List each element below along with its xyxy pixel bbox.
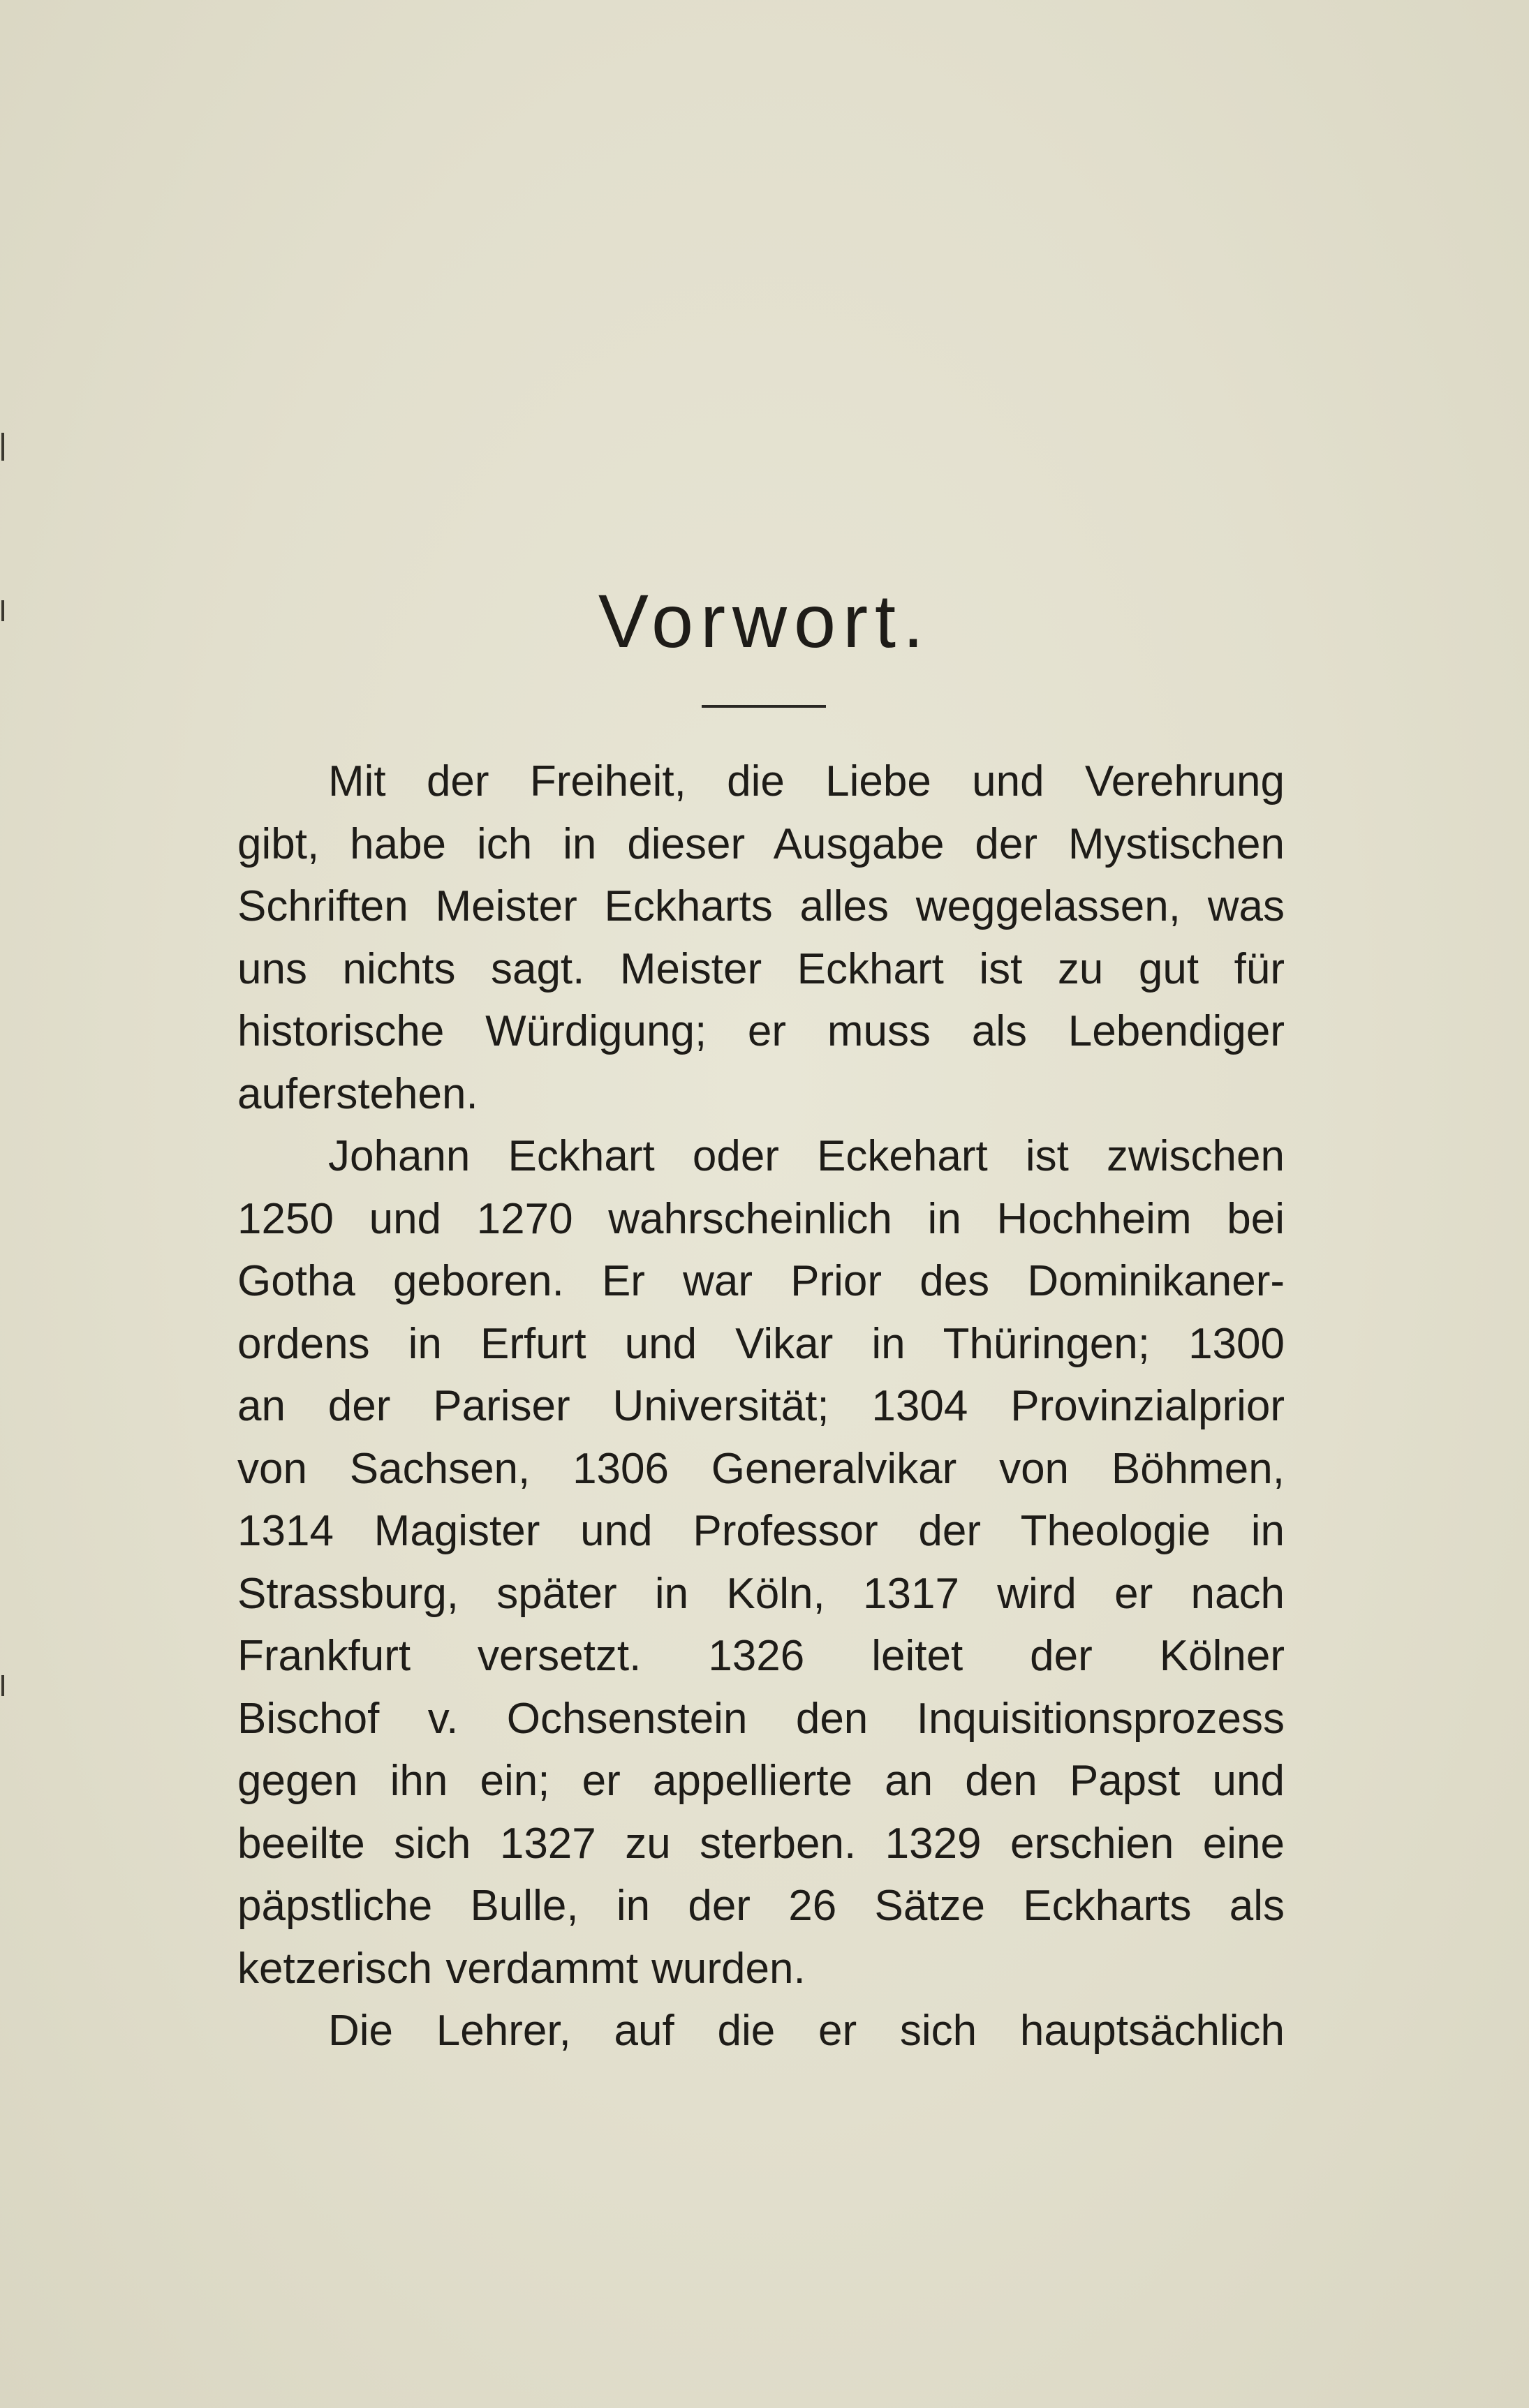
text-line: uns nichts sagt. Meister Eckhart ist zu gut für xyxy=(237,944,1285,993)
text-line: päpstliche Bulle, in der 26 Sätze Eckharts als xyxy=(237,1882,1285,1930)
text-line: 1314 Magister und Professor der Theologie in xyxy=(237,1507,1285,1555)
text-line: Schriften Meister Eckharts alles weggelassen, was xyxy=(237,882,1285,930)
scan-edge-mark xyxy=(1,433,4,461)
title-divider xyxy=(702,705,826,708)
scan-edge-mark xyxy=(1,1675,4,1696)
text-line: Johann Eckhart oder Eckehart ist zwischen xyxy=(328,1132,1285,1180)
text-line: Die Lehrer, auf die er sich hauptsächlich xyxy=(328,2007,1285,2055)
text-line: gegen ihn ein; er appellierte an den Papst und xyxy=(237,1757,1285,1805)
text-line: von Sachsen, 1306 Generalvikar von Böhmen, xyxy=(237,1444,1285,1493)
text-line: Mit der Freiheit, die Liebe und Verehrung xyxy=(328,757,1285,805)
body-text xyxy=(237,750,1285,2063)
text-line: Strassburg, später in Köln, 1317 wird er nach xyxy=(237,1569,1285,1618)
text-line: Frankfurt versetzt. 1326 leitet der Kölner xyxy=(237,1632,1285,1680)
scan-edge-mark xyxy=(1,600,4,621)
text-line: ordens in Erfurt und Vikar in Thüringen; 1300 xyxy=(237,1319,1285,1368)
text-line: ketzerisch verdammt wurden. xyxy=(237,1944,806,1993)
text-line: beeilte sich 1327 zu sterben. 1329 erschien eine xyxy=(237,1819,1285,1868)
text-line: auferstehen. xyxy=(237,1069,478,1118)
text-line: an der Pariser Universität; 1304 Provinzialprior xyxy=(237,1382,1285,1430)
text-line: 1250 und 1270 wahrscheinlich in Hochheim bei xyxy=(237,1194,1285,1243)
text-line: Gotha geboren. Er war Prior des Dominikaner- xyxy=(237,1257,1285,1305)
text-line: historische Würdigung; er muss als Lebendiger xyxy=(237,1007,1285,1055)
page-title: Vorwort. xyxy=(598,579,931,663)
text-line: Bischof v. Ochsenstein den Inquisitionsprozess xyxy=(237,1694,1285,1743)
text-line: gibt, habe ich in dieser Ausgabe der Mystischen xyxy=(237,819,1285,868)
